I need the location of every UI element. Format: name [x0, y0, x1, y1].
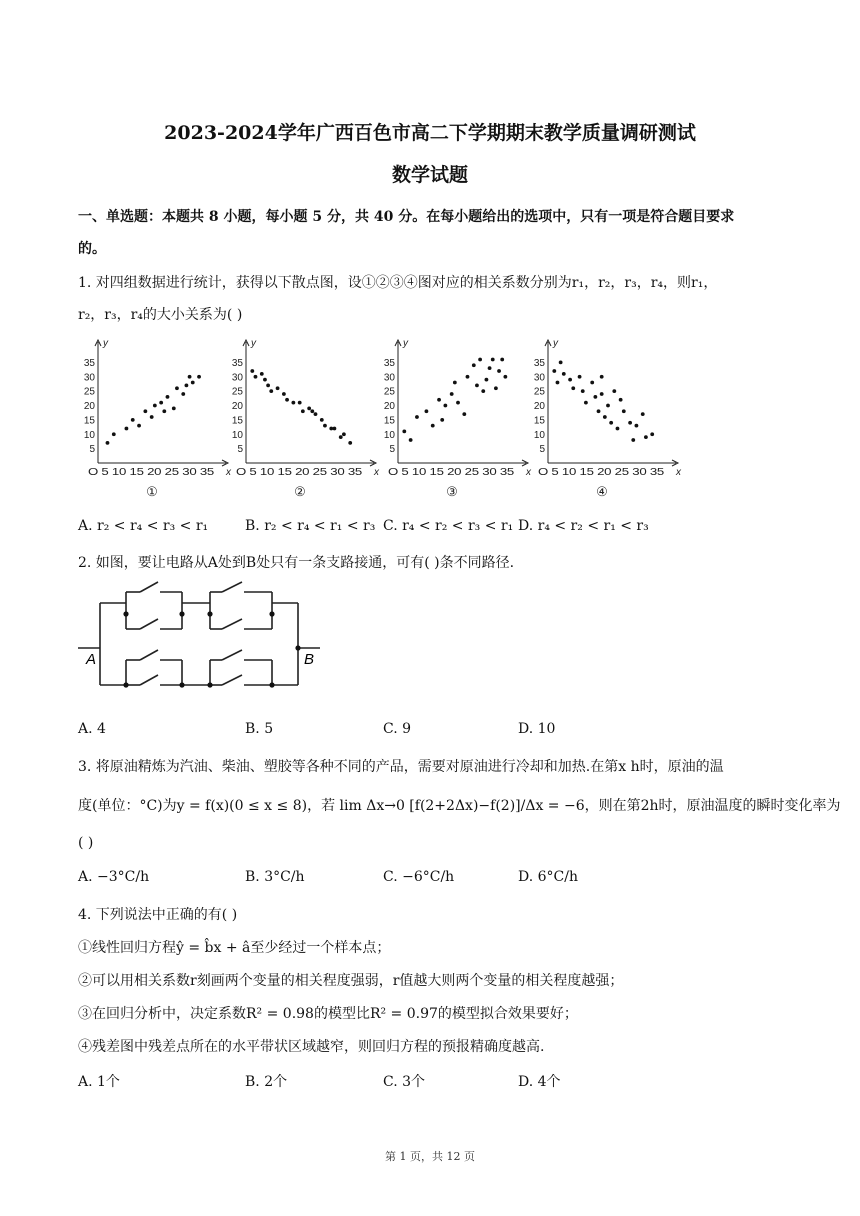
q4-statement-4: ④残差图中残差点所在的水平带状区域越窄，则回归方程的预报精确度越高. [78, 1039, 545, 1055]
scatter-point [609, 421, 613, 425]
scatter-point [500, 358, 504, 362]
q4-options [78, 1071, 718, 1091]
q3-option-c[interactable]: C. −6°C/h [383, 869, 455, 885]
y-tick-label: 5 [89, 444, 95, 456]
x-axis-label: x [374, 467, 379, 478]
q2-option-a[interactable]: A. 4 [78, 721, 106, 737]
scatter-point [260, 372, 264, 376]
q4-statement-2: ②可以用相关系数r刻画两个变量的相关程度强弱，r值越大则两个变量的相关程度越强； [78, 973, 624, 989]
q3-options [78, 869, 718, 889]
scatter-point [339, 435, 343, 439]
y-axis-label: y [403, 338, 408, 349]
scatter-point [644, 435, 648, 439]
scatter-point [191, 381, 195, 385]
y-tick-label: 10 [83, 429, 95, 441]
q2-options [78, 721, 718, 741]
scatter-point [310, 409, 314, 413]
q1-option-c[interactable]: C. r₄ < r₂ < r₃ < r₁ [383, 518, 514, 534]
scatter-point [616, 427, 620, 431]
scatter-point [491, 358, 495, 362]
scatter-point [612, 389, 616, 393]
q3-option-b[interactable]: B. 3°C/h [245, 869, 305, 885]
y-axis-label: y [103, 338, 108, 349]
scatter-point [112, 432, 116, 436]
q4-statement-1: ①线性回归方程ŷ = b̂x + â至少经过一个样本点； [78, 940, 391, 956]
scatter-point [600, 392, 604, 396]
y-tick-label: 25 [533, 386, 545, 398]
scatter-point [497, 369, 501, 373]
y-tick-label: 35 [231, 357, 243, 369]
scatter-point [503, 375, 507, 379]
x-tick-labels: O 5 10 15 20 25 30 35 [236, 467, 363, 478]
y-tick-label: 30 [533, 372, 545, 384]
scatter-point [450, 392, 454, 396]
scatter-point [600, 375, 604, 379]
scatter-point [425, 409, 429, 413]
plot-label: ③ [446, 484, 458, 499]
y-tick-label: 25 [383, 386, 395, 398]
q1-options [78, 518, 718, 538]
plot-label: ② [294, 484, 306, 499]
q1-stem-line2: r₂，r₃，r₄的大小关系为( ) [78, 307, 243, 323]
y-tick-label: 20 [231, 401, 243, 412]
y-tick-label: 10 [383, 429, 395, 441]
scatter-point [197, 375, 201, 379]
scatter-point [250, 369, 254, 373]
scatter-point [276, 386, 280, 390]
x-axis-label: x [226, 467, 231, 478]
y-tick-label: 15 [383, 415, 395, 427]
q2-option-d[interactable]: D. 10 [518, 721, 556, 737]
scatter-point [263, 378, 267, 382]
y-tick-label: 5 [539, 444, 545, 456]
plot-label: ④ [596, 484, 608, 499]
q4-option-b[interactable]: B. 2个 [245, 1074, 288, 1090]
scatter-point [333, 427, 337, 431]
scatter-point [298, 401, 302, 405]
y-tick-label: 35 [383, 357, 395, 369]
scatter-point [628, 421, 632, 425]
plot-label: ① [146, 484, 158, 499]
document-subtitle: 数学试题 [391, 164, 468, 186]
scatter-point [437, 398, 441, 402]
scatter-point [478, 358, 482, 362]
y-tick-label: 15 [83, 415, 95, 427]
scatter-point [285, 398, 289, 402]
scatter-plot-1 [84, 338, 232, 499]
x-axis-label: x [676, 467, 681, 478]
x-tick-labels: O 5 10 15 20 25 30 35 [88, 467, 215, 478]
q2-stem: 2. 如图，要让电路从A处到B处只有一条支路接通，可有( )条不同路径. [78, 555, 515, 571]
y-tick-label: 30 [383, 372, 395, 384]
q4-option-d[interactable]: D. 4个 [518, 1074, 561, 1090]
scatter-point [631, 438, 635, 442]
scatter-point [162, 409, 166, 413]
x-tick-labels: O 5 10 15 20 25 30 35 [388, 467, 515, 478]
scatter-point [462, 412, 466, 416]
y-tick-label: 35 [533, 357, 545, 369]
q2-circuit-diagram [78, 582, 328, 694]
scatter-point [578, 375, 582, 379]
q4-option-c[interactable]: C. 3个 [383, 1074, 426, 1090]
scatter-point [581, 389, 585, 393]
scatter-point [137, 424, 141, 428]
scatter-point [456, 401, 460, 405]
scatter-point [153, 404, 157, 408]
scatter-point [440, 418, 444, 422]
scatter-point [342, 432, 346, 436]
y-tick-label: 20 [533, 401, 545, 412]
scatter-point [125, 427, 129, 431]
q4-option-a[interactable]: A. 1个 [78, 1074, 120, 1090]
scatter-plot-2 [232, 338, 380, 499]
q3-option-a[interactable]: A. −3°C/h [78, 869, 150, 885]
scatter-plot-4 [534, 338, 682, 499]
scatter-point [622, 409, 626, 413]
scatter-point [348, 441, 352, 445]
scatter-point [175, 386, 179, 390]
scatter-point [159, 401, 163, 405]
scatter-point [415, 415, 419, 419]
scatter-point [301, 409, 305, 413]
q1-option-d[interactable]: D. r₄ < r₂ < r₁ < r₃ [518, 518, 649, 534]
scatter-point [568, 378, 572, 382]
scatter-point [466, 375, 470, 379]
y-tick-label: 30 [231, 372, 243, 384]
scatter-point [402, 429, 406, 433]
y-tick-label: 30 [83, 372, 95, 384]
y-tick-label: 35 [83, 357, 95, 369]
scatter-point [556, 381, 560, 385]
scatter-point [266, 383, 270, 387]
scatter-point [323, 424, 327, 428]
scatter-point [603, 415, 607, 419]
node-label-a: A [86, 651, 97, 668]
scatter-plot-3 [384, 338, 532, 499]
q4-stem: 4. 下列说法中正确的有( ) [78, 907, 238, 923]
y-tick-label: 20 [83, 401, 95, 412]
scatter-point [254, 375, 258, 379]
scatter-point [143, 409, 147, 413]
q3-stem-line1: 3. 将原油精炼为汽油、柴油、塑胶等各种不同的产品，需要对原油进行冷却和加热.在第x h时，原油的温 [78, 759, 724, 775]
scatter-point [166, 395, 170, 399]
scatter-point [472, 363, 476, 367]
scatter-point [409, 438, 413, 442]
scatter-point [641, 412, 645, 416]
scatter-point [650, 432, 654, 436]
scatter-point [150, 415, 154, 419]
section-heading: 一、单选题：本题共 8 小题，每小题 5 分，共 40 分。在每小题给出的选项中，只有一项是符合题目要求 [78, 209, 735, 225]
scatter-point [571, 386, 575, 390]
y-tick-label: 25 [231, 386, 243, 398]
scatter-point [593, 395, 597, 399]
scatter-point [443, 404, 447, 408]
y-tick-label: 5 [389, 444, 395, 456]
scatter-point [562, 372, 566, 376]
q3-option-d[interactable]: D. 6°C/h [518, 869, 578, 885]
scatter-point [320, 418, 324, 422]
page-footer: 第 1 页，共 12 页 [385, 1150, 475, 1163]
y-tick-label: 20 [383, 401, 395, 412]
q1-option-a[interactable]: A. r₂ < r₄ < r₃ < r₁ [78, 518, 209, 534]
scatter-point [269, 389, 273, 393]
q3-stem-line2: 度(单位：°C)为y = f(x)(0 ≤ x ≤ 8)，若 lim Δx→0 [f(2+2Δx)−f(2)]/Δx = −6，则在第2h时，原油温度的瞬时变化率为 [78, 798, 841, 814]
q4-statement-3: ③在回归分析中，决定系数R² = 0.98的模型比R² = 0.97的模型拟合效果要好； [78, 1006, 578, 1022]
scatter-point [494, 386, 498, 390]
q3-stem-line3: ( ) [78, 835, 94, 851]
scatter-point [475, 383, 479, 387]
q2-option-c[interactable]: C. 9 [383, 721, 412, 737]
y-tick-label: 10 [231, 429, 243, 441]
scatter-point [481, 389, 485, 393]
scatter-point [185, 383, 189, 387]
y-tick-label: 10 [533, 429, 545, 441]
scatter-point [635, 424, 639, 428]
scatter-point [181, 392, 185, 396]
y-tick-label: 5 [237, 444, 243, 456]
scatter-point [590, 381, 594, 385]
y-tick-label: 15 [533, 415, 545, 427]
scatter-point [485, 378, 489, 382]
scatter-point [106, 441, 110, 445]
x-axis-label: x [526, 467, 531, 478]
document-title: 2023-2024学年广西百色市高二下学期期末教学质量调研测试 [164, 122, 696, 144]
q1-stem-line1: 1. 对四组数据进行统计，获得以下散点图，设①②③④图对应的相关系数分别为r₁，r₂，r₃，r₄，则r₁， [78, 275, 718, 291]
section-heading-cont: 的。 [78, 241, 106, 257]
scatter-point [307, 406, 311, 410]
y-tick-label: 25 [83, 386, 95, 398]
scatter-point [282, 392, 286, 396]
scatter-point [559, 360, 563, 364]
scatter-point [453, 381, 457, 385]
y-axis-label: y [553, 338, 558, 349]
scatter-point [597, 409, 601, 413]
scatter-point [584, 401, 588, 405]
scatter-point [172, 406, 176, 410]
node-label-b: B [304, 651, 315, 668]
scatter-point [619, 398, 623, 402]
scatter-point [291, 401, 295, 405]
scatter-point [188, 375, 192, 379]
y-tick-label: 15 [231, 415, 243, 427]
q1-scatter-figures [78, 338, 681, 508]
scatter-point [431, 424, 435, 428]
scatter-point [314, 412, 318, 416]
y-axis-label: y [251, 338, 256, 349]
scatter-point [131, 418, 135, 422]
q2-option-b[interactable]: B. 5 [245, 721, 274, 737]
q1-option-b[interactable]: B. r₂ < r₄ < r₁ < r₃ [245, 518, 376, 534]
x-tick-labels: O 5 10 15 20 25 30 35 [538, 467, 665, 478]
scatter-point [488, 366, 492, 370]
scatter-point [606, 404, 610, 408]
scatter-point [552, 369, 556, 373]
